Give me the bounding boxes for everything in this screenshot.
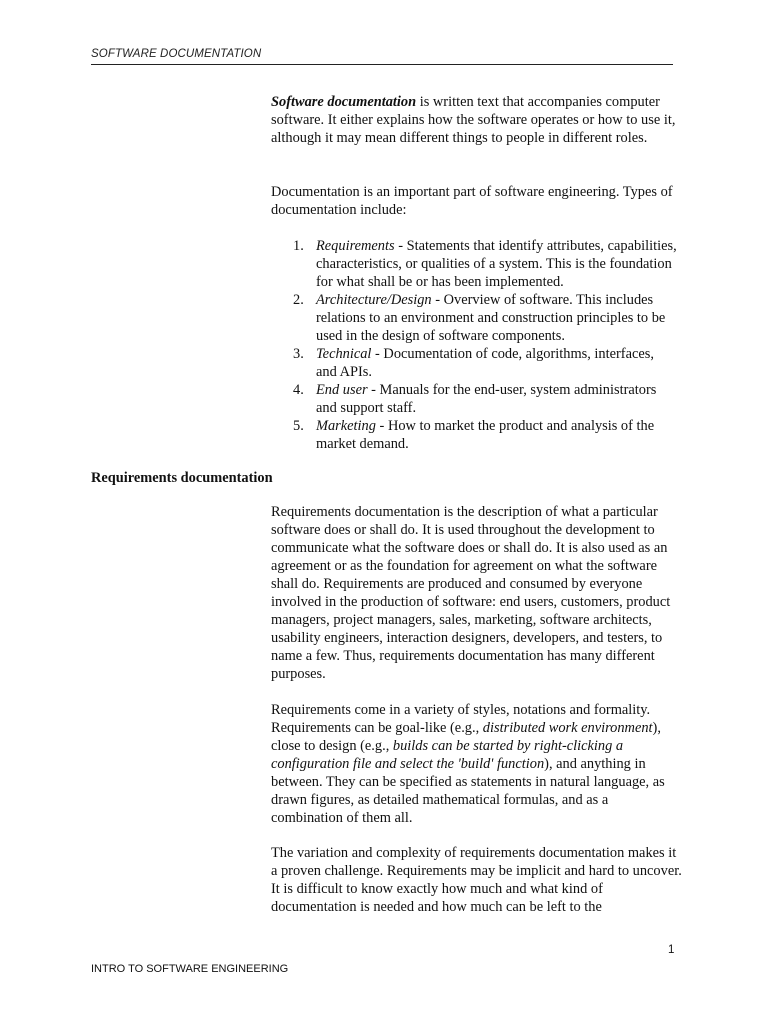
page-header bbox=[91, 46, 673, 65]
list-item-number: 5. bbox=[293, 418, 304, 434]
list-item-desc: - Statements that identify attributes, capabilities, characteristics, or qualities of a system. This is the foundation for what shall be or has been implemented. bbox=[316, 238, 677, 290]
list-item-name: Technical bbox=[316, 346, 372, 362]
section-heading: Requirements documentation bbox=[91, 470, 273, 486]
list-item-number: 1. bbox=[293, 238, 304, 254]
list-item bbox=[293, 345, 678, 381]
req-p2-text-b: ), close to design (e.g., bbox=[271, 720, 661, 754]
list-item-name: Architecture/Design bbox=[316, 292, 432, 308]
req-p2-example-1: distributed work environment bbox=[482, 720, 653, 736]
requirements-paragraph-3: The variation and complexity of requirements documentation makes it a proven challenge. Requirements may be implicit and hard to uncover. It is difficult to know exactly how much and what kind of documentation is needed and how much can be left to the bbox=[271, 845, 682, 915]
intro-paragraph-1 bbox=[271, 93, 683, 147]
req-p2-text-a: Requirements come in a variety of styles, notations and formality. Requirements can be goal-like (e.g., bbox=[271, 702, 651, 736]
intro-paragraph-2: Documentation is an important part of software engineering. Types of documentation include: bbox=[271, 184, 673, 218]
req-p2-example-2: builds can be started by right-clicking a configuration file and select the 'build' function bbox=[271, 738, 624, 772]
page-number: 1 bbox=[668, 944, 675, 956]
list-item bbox=[293, 237, 678, 291]
list-item-desc: - How to market the product and analysis of the market demand. bbox=[316, 418, 655, 452]
list-item-desc: - Overview of software. This includes relations to an environment and construction principles to be used in the design of software components. bbox=[316, 292, 666, 344]
list-item-desc: - Manuals for the end-user, system administrators and support staff. bbox=[316, 382, 657, 416]
page-footer: INTRO TO SOFTWARE ENGINEERING bbox=[91, 963, 289, 975]
list-item-name: Marketing bbox=[316, 418, 376, 434]
list-item-number: 4. bbox=[293, 382, 304, 398]
list-item-number: 2. bbox=[293, 292, 304, 308]
header-title: SOFTWARE DOCUMENTATION bbox=[91, 48, 262, 60]
list-item-name: End user bbox=[316, 382, 368, 398]
list-item bbox=[293, 291, 678, 345]
list-item-desc: - Documentation of code, algorithms, interfaces, and APIs. bbox=[316, 346, 654, 380]
list-item-name: Requirements bbox=[316, 238, 395, 254]
intro-paragraph-1-text: is written text that accompanies computer software. It either explains how the software operates or how to use it, although it may mean different things to people in different roles. bbox=[271, 94, 676, 146]
requirements-paragraph-1: Requirements documentation is the description of what a particular software does or shall do. It is used throughout the development to communicate what the software does or shall do. It is also used as an agreement or as the foundation for agreement on what the software shall do. Requirements are produced and consumed by everyone involved in the production of software: end users, customers, product managers, project managers, sales, marketing, software architects, usability engineers, interaction designers, developers, and testers, to name a few. Thus, requirements documentation has many different purposes. bbox=[271, 504, 671, 682]
documentation-types-list bbox=[293, 237, 678, 453]
requirements-paragraph-2 bbox=[271, 701, 683, 827]
list-item-number: 3. bbox=[293, 346, 304, 362]
list-item bbox=[293, 381, 678, 417]
list-item bbox=[293, 417, 678, 453]
req-p2-text-c: ), and anything in between. They can be specified as statements in natural language, as drawn figures, as detailed mathematical formulas, and as a combination of them all. bbox=[271, 756, 665, 826]
intro-term: Software documentation bbox=[271, 94, 417, 110]
